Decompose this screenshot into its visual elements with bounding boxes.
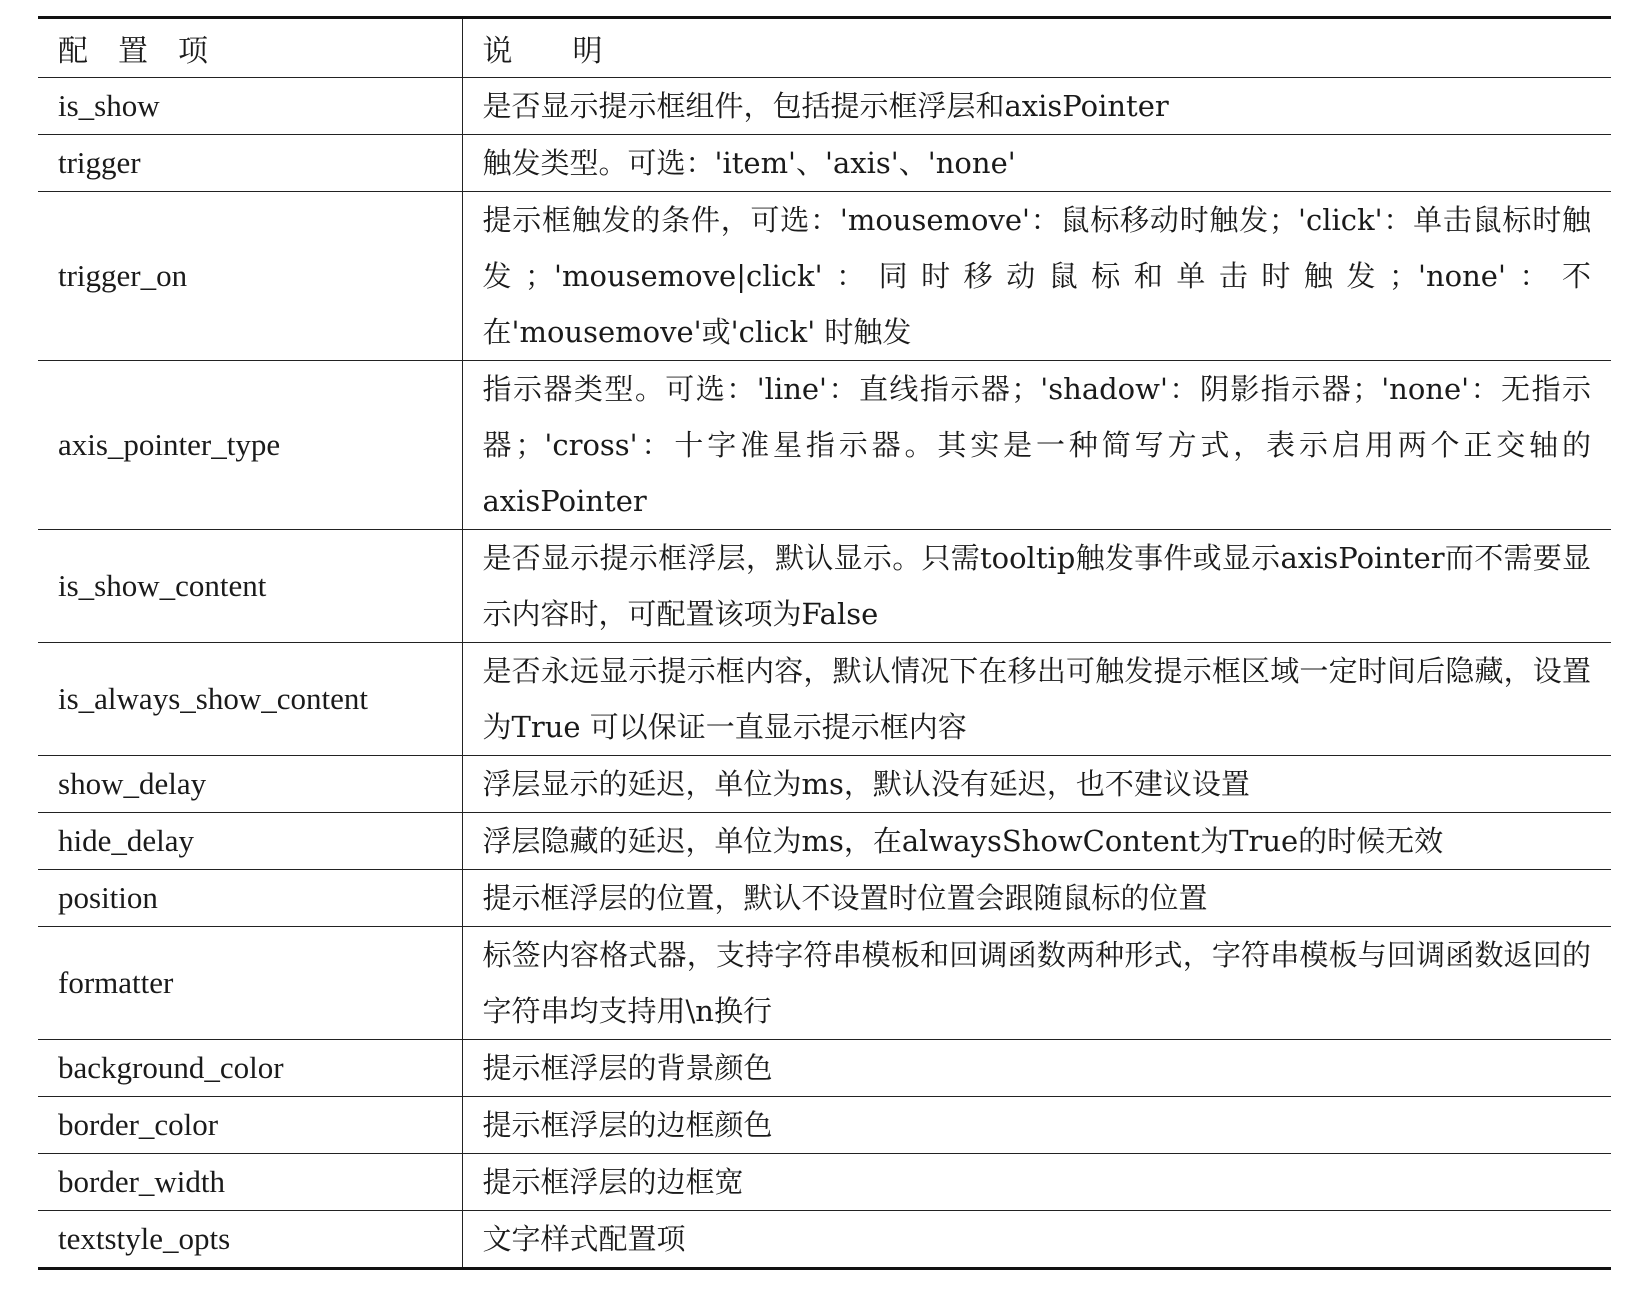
table-row <box>38 813 1611 870</box>
row-key: formatter <box>38 927 462 1040</box>
row-description: 提示框触发的条件，可选：'mousemove'：鼠标移动时触发；'click'：单击鼠标时触发；'mousemove|click'：同时移动鼠标和单击时触发；'none'：不在'mousemove'或'click' 时触发 <box>462 192 1611 361</box>
row-description: 提示框浮层的位置，默认不设置时位置会跟随鼠标的位置 <box>462 870 1611 927</box>
table-row <box>38 1154 1611 1211</box>
row-key: background_color <box>38 1040 462 1097</box>
row-description: 浮层隐藏的延迟，单位为ms，在alwaysShowContent为True的时候无效 <box>462 813 1611 870</box>
row-key: is_always_show_content <box>38 643 462 756</box>
table-row <box>38 135 1611 192</box>
table-row <box>38 361 1611 530</box>
header-config-item: 配 置 项 <box>38 18 462 78</box>
row-description: 浮层显示的延迟，单位为ms，默认没有延迟，也不建议设置 <box>462 756 1611 813</box>
header-description: 说 明 <box>462 18 1611 78</box>
row-key: axis_pointer_type <box>38 361 462 530</box>
row-key: show_delay <box>38 756 462 813</box>
table-row <box>38 927 1611 1040</box>
row-key: hide_delay <box>38 813 462 870</box>
row-key: is_show <box>38 78 462 135</box>
table-row <box>38 870 1611 927</box>
row-description: 指示器类型。可选：'line'：直线指示器；'shadow'：阴影指示器；'none'：无指示器；'cross'：十字准星指示器。其实是一种简写方式，表示启用两个正交轴的axisPointer <box>462 361 1611 530</box>
table-row <box>38 192 1611 361</box>
row-description: 是否永远显示提示框内容，默认情况下在移出可触发提示框区域一定时间后隐藏，设置为True 可以保证一直显示提示框内容 <box>462 643 1611 756</box>
table-row <box>38 756 1611 813</box>
row-key: border_color <box>38 1097 462 1154</box>
row-key: trigger_on <box>38 192 462 361</box>
row-key: border_width <box>38 1154 462 1211</box>
row-description: 触发类型。可选：'item'、'axis'、'none' <box>462 135 1611 192</box>
row-key: trigger <box>38 135 462 192</box>
document-page <box>38 16 1611 1270</box>
table-row <box>38 530 1611 643</box>
config-table <box>38 16 1611 1270</box>
row-description: 标签内容格式器，支持字符串模板和回调函数两种形式，字符串模板与回调函数返回的字符串均支持用\n换行 <box>462 927 1611 1040</box>
table-header-row <box>38 18 1611 78</box>
row-description: 是否显示提示框浮层，默认显示。只需tooltip触发事件或显示axisPointer而不需要显示内容时，可配置该项为False <box>462 530 1611 643</box>
row-description: 文字样式配置项 <box>462 1211 1611 1269</box>
table-row <box>38 1040 1611 1097</box>
table-row <box>38 78 1611 135</box>
row-description: 提示框浮层的背景颜色 <box>462 1040 1611 1097</box>
row-key: position <box>38 870 462 927</box>
row-description: 是否显示提示框组件，包括提示框浮层和axisPointer <box>462 78 1611 135</box>
row-key: textstyle_opts <box>38 1211 462 1269</box>
table-row <box>38 1211 1611 1269</box>
row-description: 提示框浮层的边框宽 <box>462 1154 1611 1211</box>
row-key: is_show_content <box>38 530 462 643</box>
table-row <box>38 643 1611 756</box>
table-row <box>38 1097 1611 1154</box>
row-description: 提示框浮层的边框颜色 <box>462 1097 1611 1154</box>
